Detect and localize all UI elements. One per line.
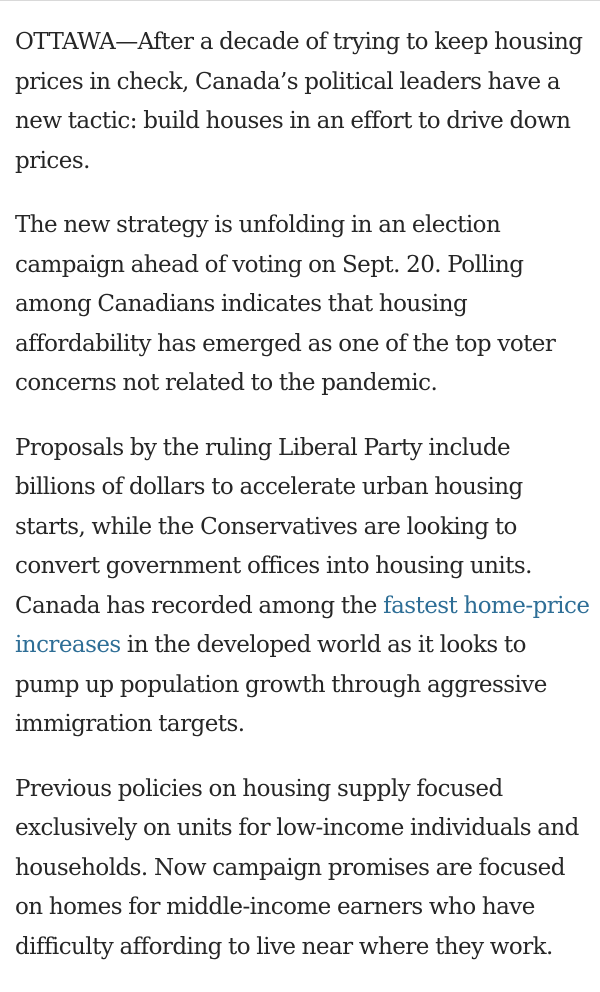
paragraph-3-text-before-link: Proposals by the ruling Liberal Party include billions of dollars to accelerate urban housing starts, while the Conservatives are looking to convert government offices into housing units. Canada has recorded among the <box>15 434 532 619</box>
paragraph-1: OTTAWA—After a decade of trying to keep housing prices in check, Canada’s political leaders have a new tactic: build houses in an effort to drive down prices. <box>15 29 583 174</box>
article-body <box>15 23 590 992</box>
paragraph-3 <box>15 429 590 745</box>
home-price-increases-link[interactable]: fastest home-price increases <box>15 592 590 658</box>
paragraph-2: The new strategy is unfolding in an election campaign ahead of voting on Sept. 20. Polling among Canadians indicates that housing affordability has emerged as one of the top voter concerns not related to the pandemic. <box>15 212 556 396</box>
paragraph-3-text-after-link: in the developed world as it looks to pump up population growth through aggressive immigration targets. <box>15 632 547 737</box>
paragraph-4: Previous policies on housing supply focused exclusively on units for low-income individuals and households. Now campaign promises are focused on homes for middle-income earners who have difficulty affording to live near where they work. <box>15 775 579 960</box>
